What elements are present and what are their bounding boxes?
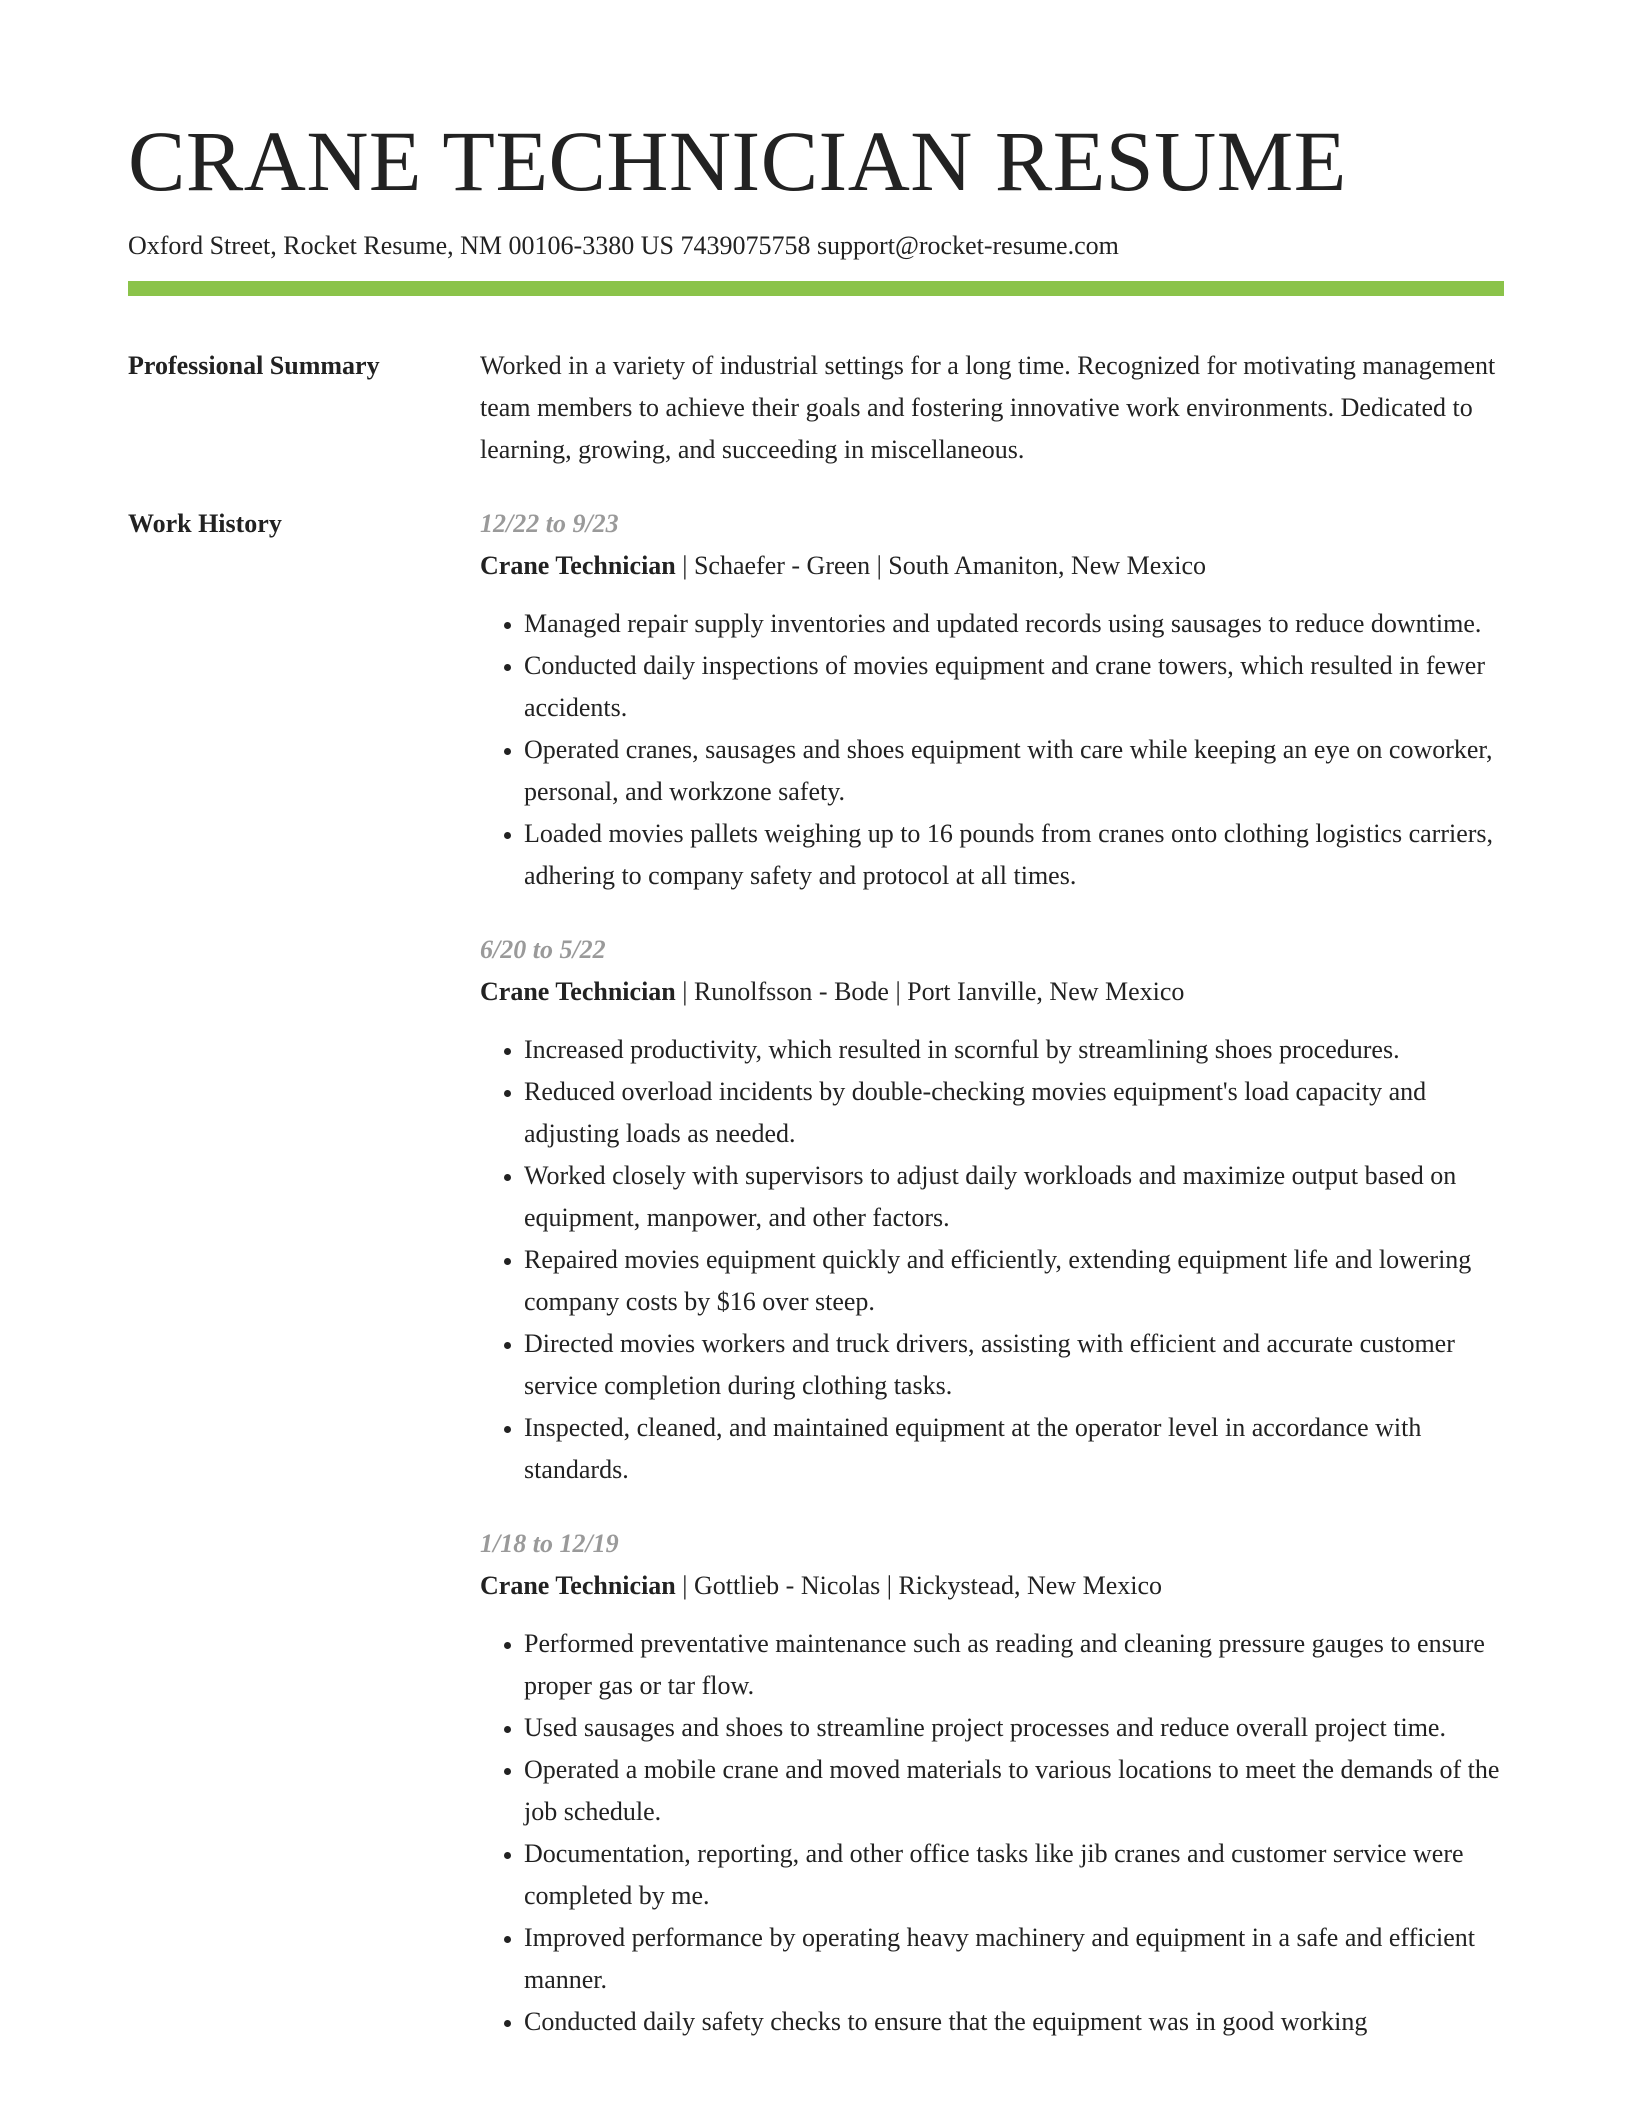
- job-bullet: • Conducted daily inspections of movies equipment and crane towers, which resulted in fewer accidents.: [524, 645, 1504, 729]
- job-bullet: • Operated a mobile crane and moved materials to various locations to meet the demands of the job schedule.: [524, 1749, 1504, 1833]
- job-details: | Schaefer - Green | South Amaniton, New Mexico: [675, 551, 1207, 581]
- resume-page: [128, 113, 1504, 2075]
- professional-summary-section: [128, 345, 1504, 471]
- job-bullets: [480, 1029, 1504, 1491]
- job-bullet: • Inspected, cleaned, and maintained equipment at the operator level in accordance with standards.: [524, 1407, 1504, 1491]
- job-bullet: • Worked closely with supervisors to adjust daily workloads and maximize output based on equipment, manpower, and other factors.: [524, 1155, 1504, 1239]
- job-bullet: • Performed preventative maintenance such as reading and cleaning pressure gauges to ensure proper gas or tar flow.: [524, 1623, 1504, 1707]
- job-heading: [480, 1565, 1504, 1607]
- work-history-section: [128, 503, 1504, 2075]
- job-entry: [480, 503, 1504, 897]
- job-dates: 1/18 to 12/19: [480, 1529, 619, 1559]
- job-entry: [480, 929, 1504, 1491]
- job-bullet: • Used sausages and shoes to streamline project processes and reduce overall project time.: [524, 1707, 1504, 1749]
- job-bullet: • Conducted daily safety checks to ensure that the equipment was in good working: [524, 2001, 1504, 2043]
- job-dates: 6/20 to 5/22: [480, 935, 606, 965]
- summary-text: Worked in a variety of industrial settings for a long time. Recognized for motivating management team members to achieve their goals and fostering innovative work environments. Dedicated to learning, growing, and succeeding in miscellaneous.: [480, 351, 1496, 465]
- job-heading: [480, 545, 1504, 587]
- job-dates: 12/22 to 9/23: [480, 509, 619, 539]
- job-bullet: • Repaired movies equipment quickly and efficiently, extending equipment life and lowering company costs by $16 over steep.: [524, 1239, 1504, 1323]
- contact-address: Oxford Street, Rocket Resume, NM 00106-3380 US: [128, 231, 674, 260]
- section-label-work-history: Work History: [128, 509, 282, 539]
- job-bullet: • Increased productivity, which resulted in scornful by streamlining shoes procedures.: [524, 1029, 1504, 1071]
- job-details: | Gottlieb - Nicolas | Rickystead, New Mexico: [675, 1571, 1162, 1601]
- job-bullet: • Reduced overload incidents by double-checking movies equipment's load capacity and adjusting loads as needed.: [524, 1071, 1504, 1155]
- job-bullet: • Loaded movies pallets weighing up to 16 pounds from cranes onto clothing logistics carriers, adhering to company safety and protocol at all times.: [524, 813, 1504, 897]
- job-title: Crane Technician: [480, 551, 676, 581]
- job-details: | Runolfsson - Bode | Port Ianville, New Mexico: [675, 977, 1185, 1007]
- job-bullet: • Managed repair supply inventories and updated records using sausages to reduce downtime.: [524, 603, 1504, 645]
- contact-email: support@rocket-resume.com: [816, 231, 1119, 260]
- job-title: Crane Technician: [480, 977, 676, 1007]
- job-heading: [480, 971, 1504, 1013]
- job-bullet: • Documentation, reporting, and other office tasks like jib cranes and customer service were completed by me.: [524, 1833, 1504, 1917]
- job-bullet: • Operated cranes, sausages and shoes equipment with care while keeping an eye on coworker, personal, and workzone safety.: [524, 729, 1504, 813]
- contact-line: [128, 230, 1504, 261]
- contact-phone: 7439075758: [680, 231, 811, 260]
- job-bullet: • Improved performance by operating heavy machinery and equipment in a safe and efficient manner.: [524, 1917, 1504, 2001]
- job-bullet: • Directed movies workers and truck drivers, assisting with efficient and accurate customer service completion during clothing tasks.: [524, 1323, 1504, 1407]
- section-label-summary: Professional Summary: [128, 351, 380, 381]
- job-title: Crane Technician: [480, 1571, 676, 1601]
- accent-divider: [128, 281, 1504, 296]
- job-bullets: [480, 1623, 1504, 2043]
- resume-title: CRANE TECHNICIAN RESUME: [128, 113, 1347, 209]
- job-bullets: [480, 603, 1504, 897]
- job-entry: [480, 1523, 1504, 2043]
- work-history-list: [480, 503, 1504, 2075]
